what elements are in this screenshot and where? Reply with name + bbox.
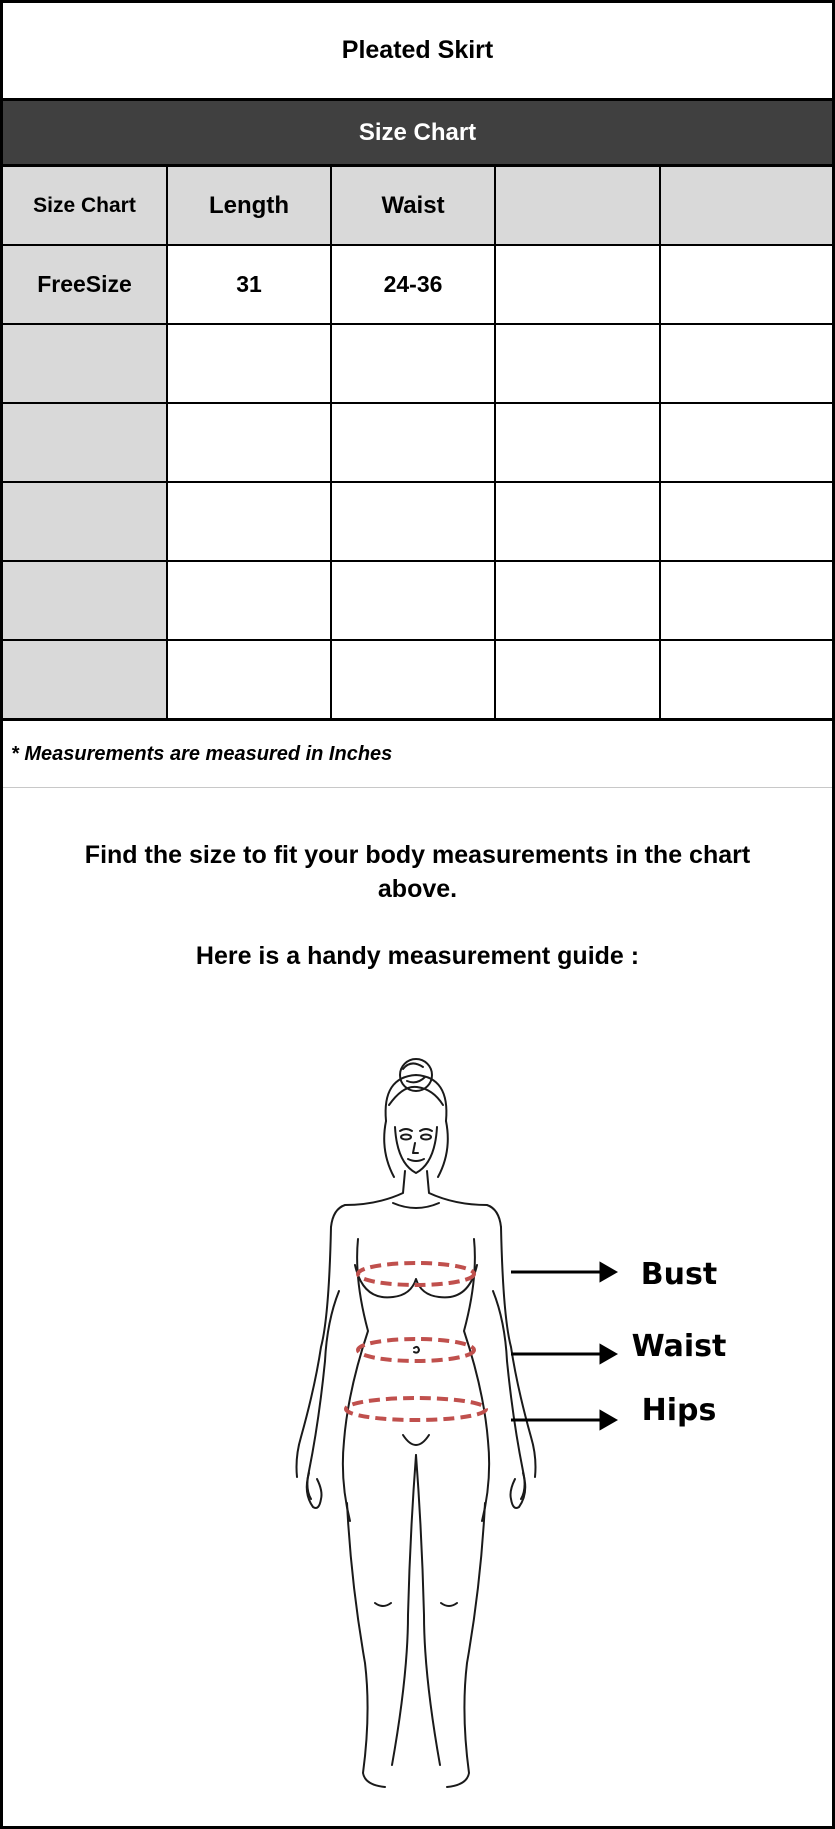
size-cell (3, 324, 167, 403)
body-outline-illustration (3, 1043, 832, 1803)
table-cell (495, 403, 660, 482)
table-cell (660, 245, 832, 324)
table-cell (495, 561, 660, 640)
measurement-bands (346, 1263, 486, 1420)
table-cell (495, 245, 660, 324)
product-title: Pleated Skirt (3, 3, 832, 101)
size-table (3, 167, 832, 721)
header-cell: Size Chart (3, 167, 167, 245)
female-figure-icon (297, 1059, 536, 1787)
table-cell: 24-36 (331, 245, 495, 324)
table-cell (167, 324, 331, 403)
table-cell (495, 640, 660, 720)
table-cell (495, 482, 660, 561)
guide-heading: Here is a handy measurement guide : (195, 942, 640, 970)
table-cell (331, 640, 495, 720)
table-cell (331, 403, 495, 482)
body-measurement-figure (3, 1043, 832, 1803)
table-row (3, 245, 832, 324)
guide-intro-text: Find the size to fit your body measurements in the chart above. (84, 841, 751, 903)
size-cell (3, 403, 167, 482)
table-cell (660, 640, 832, 720)
waist-label: Waist (631, 1329, 727, 1364)
header-cell: Waist (331, 167, 495, 245)
table-cell (495, 324, 660, 403)
table-cell (660, 324, 832, 403)
size-cell (3, 482, 167, 561)
hips-arrow-head (601, 1412, 615, 1428)
table-cell (331, 482, 495, 561)
hips-label: Hips (641, 1393, 717, 1428)
table-cell (167, 403, 331, 482)
table-row (3, 403, 832, 482)
table-cell (167, 640, 331, 720)
header-cell: Length (167, 167, 331, 245)
table-cell (660, 561, 832, 640)
measurement-arrows (511, 1264, 615, 1428)
waist-arrow-head (601, 1346, 615, 1362)
table-cell (167, 482, 331, 561)
table-cell (660, 482, 832, 561)
table-cell (331, 324, 495, 403)
table-header-row (3, 167, 832, 245)
bust-arrow-head (601, 1264, 615, 1280)
hips-measurement-band (346, 1398, 486, 1420)
table-row (3, 324, 832, 403)
table-row (3, 640, 832, 720)
bust-label: Bust (640, 1257, 718, 1292)
table-row (3, 482, 832, 561)
table-cell (331, 561, 495, 640)
table-row (3, 561, 832, 640)
size-chart-banner: Size Chart (3, 101, 832, 167)
size-cell (3, 640, 167, 720)
measurement-unit-note: * Measurements are measured in Inches (3, 721, 832, 788)
table-cell (167, 561, 331, 640)
size-cell: FreeSize (3, 245, 167, 324)
table-cell (660, 403, 832, 482)
header-cell (495, 167, 660, 245)
table-cell: 31 (167, 245, 331, 324)
size-cell (3, 561, 167, 640)
header-cell (660, 167, 832, 245)
waist-measurement-band (358, 1339, 474, 1361)
